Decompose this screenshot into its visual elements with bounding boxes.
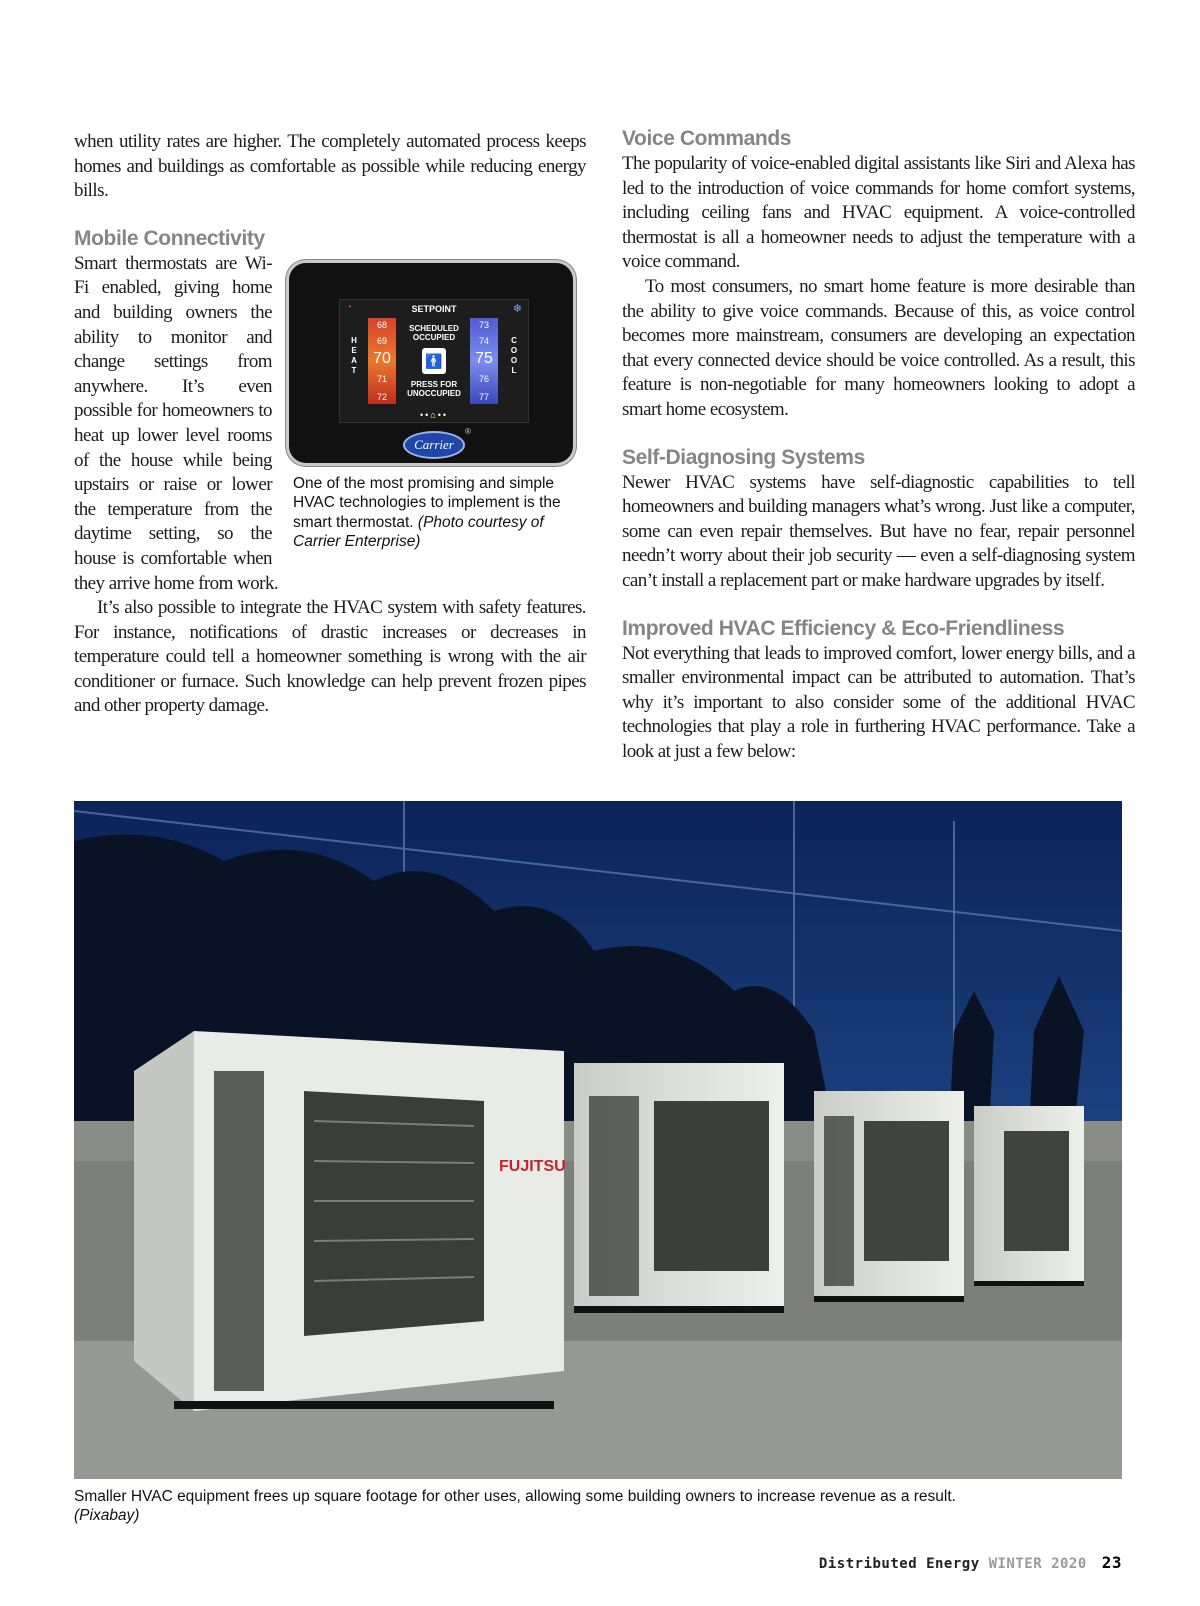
publication-name: Distributed Energy [818, 1556, 980, 1572]
occupant-icon: 🚹 [422, 348, 446, 374]
hvac-unit [814, 1091, 964, 1301]
heat-value: 69 [376, 335, 387, 346]
cool-value: 73 [478, 319, 489, 330]
paragraph: The popularity of voice-enabled digital assistants like Siri and Alexa has led to the introduction of voice commands for home comfort systems, including ceiling fans and HVAC equipment. A voice-controlled thermostat is all a homeowner needs to adjust the temperature with a voice command. [622, 153, 1135, 273]
heat-label: H E A T [351, 335, 357, 375]
figure-caption [293, 474, 586, 552]
photo-caption [74, 1487, 1134, 1525]
hvac-unit [974, 1106, 1084, 1286]
caption-text: One of the most promising and simple HVAC technologies to implement is the smart thermostat. [293, 474, 561, 531]
paragraph: Not everything that leads to improved comfort, lower energy bills, and a smaller environmental impact can be attributed to automation. That’s why it’s important to also consider some of the additional HVAC technologies that play a role in furthering HVAC performance. Take a look at just a few below: [622, 642, 1135, 762]
snowflake-icon: ❄ [512, 302, 522, 315]
hvac-units-photo [74, 801, 1122, 1479]
thermostat-screen [339, 299, 529, 423]
paragraph: To most consumers, no smart home feature is more desirable than the ability to give voice commands. Because of this, as voice control becomes more mainstream, consumers are developing an expectation that every connected device should be voice controlled. As a result, this feature is non-negotiable for many homeowners looking to adopt a smart home ecosystem. [622, 275, 1135, 420]
thermostat-figure [286, 260, 586, 552]
photo-credit: (Pixabay) [74, 1507, 140, 1524]
paragraph: It’s also possible to integrate the HVAC system with safety features. For instance, notifications of drastic increases or decreases in temperature could tell a homeowner something is wrong with the air conditioner or furnace. Such knowledge can help prevent frozen pipes and other property damage. [74, 597, 586, 717]
press-for-unoccupied-text: PRESS FOR UNOCCUPIED [407, 379, 461, 398]
cool-value: 76 [478, 373, 489, 384]
cool-value-current: 75 [475, 349, 493, 367]
screen-title: SETPOINT [411, 303, 457, 314]
left-column [74, 130, 586, 719]
unit-brand-label: FUJITSU [499, 1158, 566, 1175]
paragraph: when utility rates are higher. The completely automated process keeps homes and buildings as comfortable as possible while reducing energy bills. [74, 131, 586, 202]
home-dots-icon: ••⌂•• [419, 409, 449, 420]
cool-value: 74 [478, 335, 489, 346]
wifi-icon: ◔ [346, 301, 353, 313]
heat-value: 71 [376, 373, 387, 384]
caption-text: Smaller HVAC equipment frees up square footage for other uses, allowing some building owners to increase revenue as a result. [74, 1488, 956, 1505]
hvac-units-illustration [74, 801, 1122, 1479]
cool-value: 77 [478, 391, 489, 402]
scheduled-occupied-text: SCHEDULED OCCUPIED [409, 323, 459, 342]
heat-value: 72 [376, 391, 387, 402]
heat-value-current: 70 [373, 349, 391, 367]
registered-mark: ® [465, 426, 471, 436]
section-heading-voice-commands: Voice Commands [622, 127, 792, 150]
paragraph: Newer HVAC systems have self-diagnostic capabilities to tell homeowners and building managers what’s wrong. Just like a computer, some can even repair themselves. But have no fear, repair personnel needn’t worry about their job security — even a self-diagnosing system can’t install a replacement part or make hardware upgrades by itself. [622, 471, 1135, 591]
cool-label: C O O L [510, 335, 518, 375]
thermostat-image [286, 260, 576, 466]
section-heading-efficiency: Improved HVAC Efficiency & Eco-Friendliness [622, 616, 1065, 640]
right-column [622, 126, 1135, 764]
hvac-unit [574, 1063, 784, 1313]
issue-label: WINTER 2020 [988, 1556, 1087, 1572]
section-heading-self-diagnosing: Self-Diagnosing Systems [622, 445, 865, 469]
carrier-logo: Carrier [403, 431, 465, 459]
hvac-unit [134, 1031, 566, 1411]
section-heading-mobile-connectivity: Mobile Connectivity [74, 226, 265, 250]
heat-value: 68 [376, 319, 387, 330]
page-footer [819, 1553, 1122, 1572]
paragraph: Smart thermostats are Wi-Fi enabled, giving home and building owners the ability to monitor and change settings from anywhere. It’s even possible for homeowners to heat up lower level rooms of the house while being upstairs or raise or lower the temperature from the daytime setting, so the house is comfortable when they arrive home from work. [74, 252, 279, 594]
photo-credit: (Photo courtesy of Carrier Enterprise) [293, 513, 544, 551]
page-number: 23 [1101, 1553, 1122, 1572]
